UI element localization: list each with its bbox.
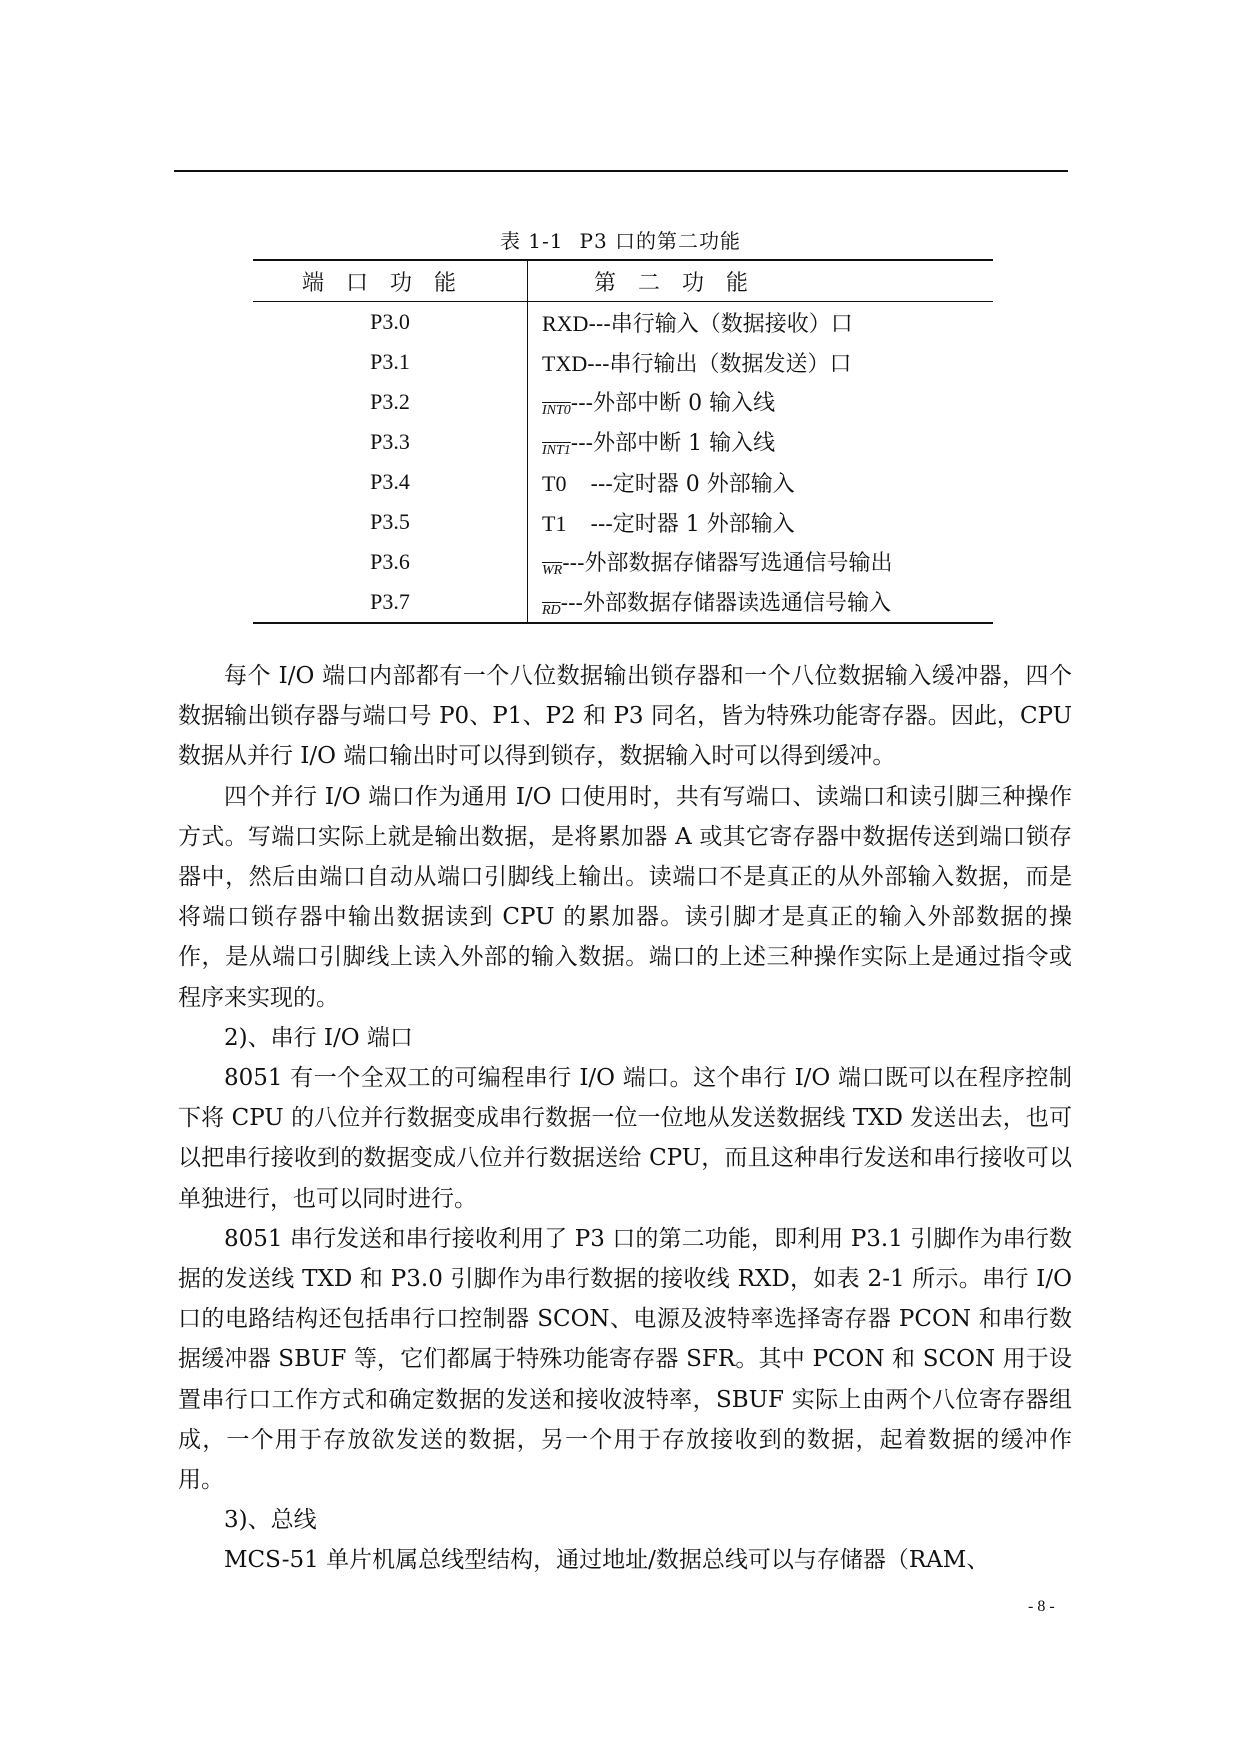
port-cell: P3.7	[253, 582, 528, 623]
table-row	[253, 462, 993, 502]
body-text	[178, 656, 1072, 1581]
section-heading: 2)、串行 I/O 端口	[224, 1024, 413, 1051]
function-cell	[528, 462, 994, 502]
port-cell: P3.4	[253, 462, 528, 502]
signal-overline: INT0	[542, 402, 571, 418]
function-desc: ---串行输出（数据发送）口	[587, 351, 852, 377]
table-caption-title: P3 口的第二功能	[579, 229, 742, 253]
paragraph: 8051 串行发送和串行接收利用了 P3 口的第二功能，即利用 P3.1 引脚作为串行数据的发送线 TXD 和 P3.0 引脚作为串行数据的接收线 RXD，如表 2-1 所示。串行 I/O 口的电路结构还包括串行口控制器 SCON、电源及波特率选择寄存器 PCON 和串行数据缓冲器 SBUF 等，它们都属于特殊功能寄存器 SFR。其中 PCON 和 SCON 用于设置串行口工作方式和确定数据的发送和接收波特率，SBUF 实际上由两个八位寄存器组成，一个用于存放欲发送的数据，另一个用于存放接收到的数据，起着数据的缓冲作用。	[178, 1225, 1072, 1494]
header-rule	[174, 170, 1068, 172]
signal-name: TXD	[542, 350, 588, 376]
paragraph: MCS-51 单片机属总线型结构，通过地址/数据总线可以与存储器（RAM、	[224, 1547, 990, 1574]
table-header-row	[253, 260, 993, 302]
port-cell: P3.0	[253, 302, 528, 343]
function-cell	[528, 342, 994, 382]
header-port-function: 端口功能	[253, 260, 528, 302]
table-row	[253, 342, 993, 382]
paragraph: 每个 I/O 端口内部都有一个八位数据输出锁存器和一个八位数据输入缓冲器，四个数据输出锁存器与端口号 P0、P1、P2 和 P3 同名，皆为特殊功能寄存器。因此，CPU 数据从并行 I/O 端口输出时可以得到锁存，数据输入时可以得到缓冲。	[178, 663, 1072, 770]
signal-overline: $\overline{RD}$	[542, 602, 561, 618]
port-cell: P3.6	[253, 542, 528, 582]
signal-overline: $\overline{WR}$	[542, 562, 563, 578]
function-desc: ---定时器 0 外部输入	[590, 471, 795, 497]
table-caption-number: 表 1-1	[499, 229, 564, 253]
paragraph: 8051 有一个全双工的可编程串行 I/O 端口。这个串行 I/O 端口既可以在程序控制下将 CPU 的八位并行数据变成串行数据一位一位地从发送数据线 TXD 发送出去，也可以把串行接收到的数据变成八位并行数据送给 CPU，而且这种串行发送和串行接收可以单独进行，也可以同时进行。	[178, 1065, 1072, 1212]
function-cell	[528, 302, 994, 343]
port-cell: P3.2	[253, 382, 528, 422]
signal-name: RXD	[542, 310, 589, 336]
function-cell	[528, 582, 994, 623]
function-desc: ---外部中断 1 输入线	[570, 430, 776, 456]
signal-overline: INT1	[542, 442, 571, 458]
table-row	[253, 302, 993, 343]
function-cell	[528, 502, 994, 542]
signal-name: T0	[542, 470, 567, 496]
table-caption	[0, 225, 1241, 254]
function-cell	[528, 422, 994, 462]
table-row	[253, 542, 993, 582]
function-desc: ---定时器 1 外部输入	[590, 511, 795, 537]
header-second-function: 第二功能	[528, 260, 994, 302]
function-desc: ---外部中断 0 输入线	[570, 390, 776, 416]
section-heading: 3)、总线	[224, 1507, 317, 1534]
paragraph: 四个并行 I/O 端口作为通用 I/O 口使用时，共有写端口、读端口和读引脚三种操作方式。写端口实际上就是输出数据，是将累加器 A 或其它寄存器中数据传送到端口锁存器中，然后由端口自动从端口引脚线上输出。读端口不是真正的从外部输入数据，而是将端口锁存器中输出数据读到 CPU 的累加器。读引脚才是真正的输入外部数据的操作，是从端口引脚线上读入外部的输入数据。端口的上述三种操作实际上是通过指令或程序来实现的。	[178, 783, 1073, 1011]
function-cell	[528, 542, 994, 582]
table-row	[253, 582, 993, 623]
function-desc: ---串行输入（数据接收）口	[588, 311, 853, 337]
p3-second-function-table	[253, 259, 993, 624]
port-cell: P3.5	[253, 502, 528, 542]
function-desc: ---外部数据存储器写选通信号输出	[562, 550, 893, 576]
table-row	[253, 422, 993, 462]
function-desc: ---外部数据存储器读选通信号输入	[560, 590, 891, 616]
table-row	[253, 502, 993, 542]
table-row	[253, 382, 993, 422]
page-number: - 8 -	[1028, 1598, 1055, 1615]
signal-name: T1	[542, 510, 567, 536]
function-cell	[528, 382, 994, 422]
port-cell: P3.1	[253, 342, 528, 382]
port-cell: P3.3	[253, 422, 528, 462]
